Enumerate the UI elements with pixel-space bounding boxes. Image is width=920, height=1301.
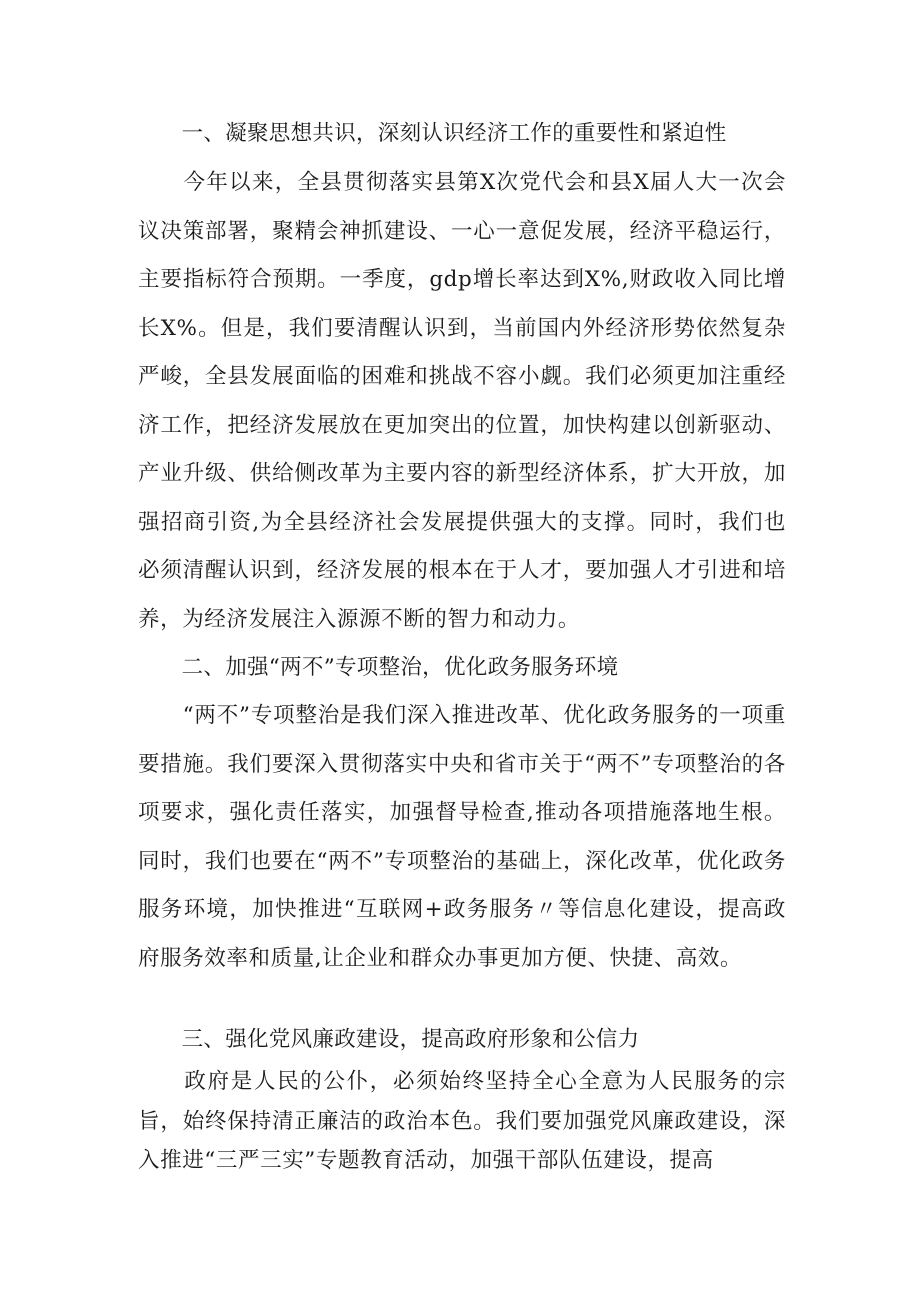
section-2-heading: 二、加强“两不”专项整治，优化政务服务环境 bbox=[138, 655, 619, 680]
section-3-heading: 三、强化党风廉政建设，提高政府形象和公信力 bbox=[138, 1027, 640, 1052]
section-2-paragraph: “两不”专项整治是我们深入推进改革、优化政务服务的一项重要措施。我们要深入贯彻落实中央和省市关于“两不”专项整治的各项要求，强化责任落实，加强督导检查,推动各项措施落地生根。同时，我们也要在“两不”专项整治的基础上，深化改革，优化政务服务环境，加快推进“互联网+政务服务〃等信息化建设，提高政府服务效率和质量,让企业和群众办事更加方便、快捷、高效。 bbox=[138, 703, 786, 971]
section-1-heading: 一、凝聚思想共识，深刻认识经济工作的重要性和紧迫性 bbox=[138, 121, 727, 146]
section-3-paragraph: 政府是人民的公仆，必须始终坚持全心全意为人民服务的宗旨，始终保持清正廉洁的政治本色。我们要加强党风廉政建设，深入推进“三严三实”专题教育活动，加强干部队伍建设，提高 bbox=[138, 1069, 786, 1173]
section-1-paragraph: 今年以来，全县贯彻落实县第X次党代会和县X届人大一次会议决策部署，聚精会神抓建设、一心一意促发展，经济平稳运行，主要指标符合预期。一季度，gdp增长率达到X%,财政收入同比增长X%。但是，我们要清醒认识到，当前国内外经济形势依然复杂严峻，全县发展面临的困难和挑战不容小觑。我们必须更加注重经济工作，把经济发展放在更加突出的位置，加快构建以创新驱动、产业升级、供给侧改革为主要内容的新型经济体系，扩大开放，加强招商引资,为全县经济社会发展提供强大的支撑。同时，我们也必须清醒认识到，经济发展的根本在于人才，要加强人才引进和培养，为经济发展注入源源不断的智力和动力。 bbox=[138, 170, 786, 632]
